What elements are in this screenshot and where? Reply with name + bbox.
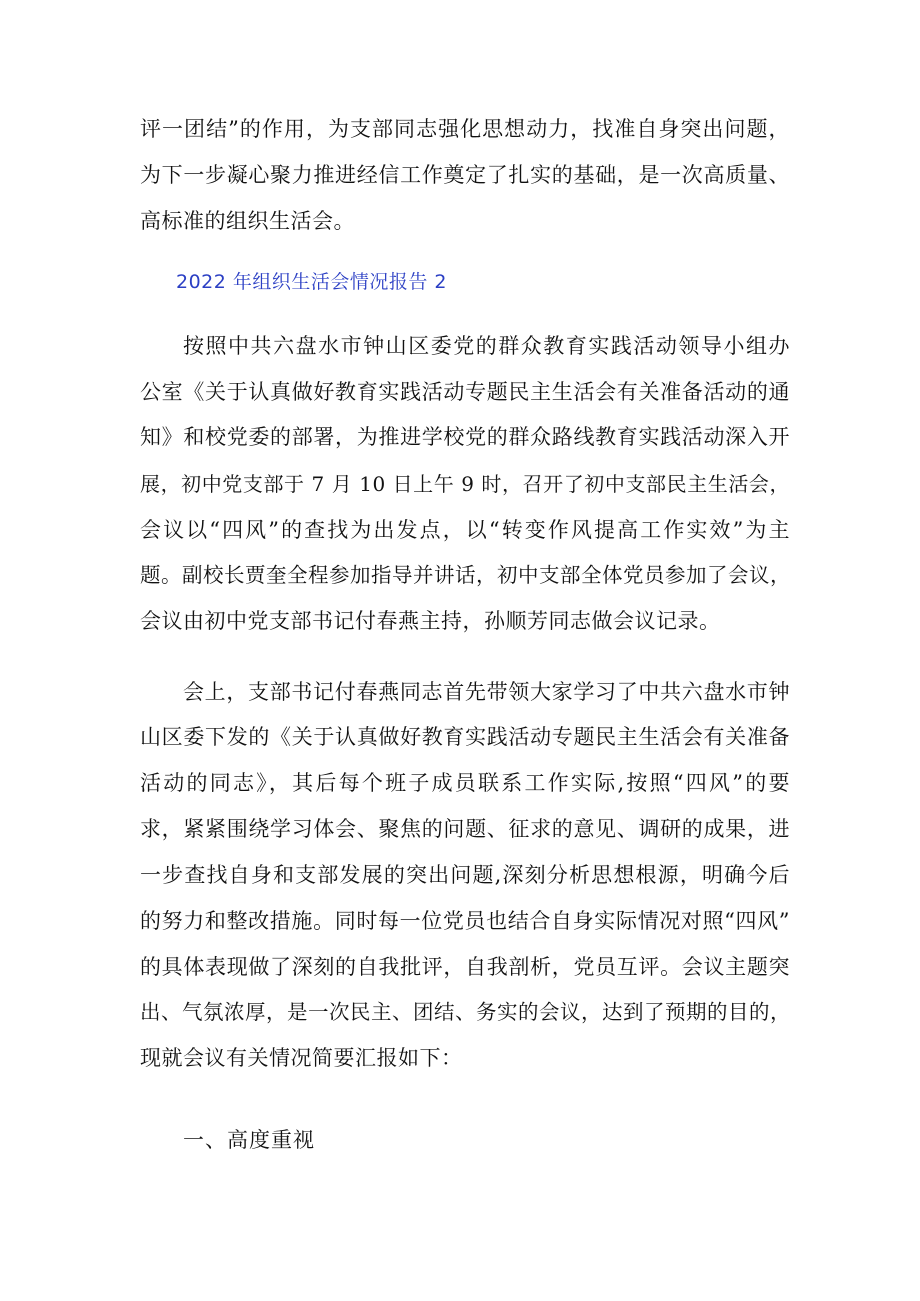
intro-line-2: 为下一步凝心聚力推进经信工作奠定了扎实的基础，是一次高质量、 [140, 163, 790, 187]
report-subtitle: 2022 年组织生活会情况报告 2 [176, 271, 448, 293]
paragraph2-line-9: 现就会议有关情况简要汇报如下： [140, 1046, 463, 1070]
paragraph2-line-5: 一步查找自身和支部发展的突出问题,深刻分析思想根源，明确今后 [140, 863, 790, 887]
intro-line-3: 高标准的组织生活会。 [140, 209, 355, 233]
paragraph2-line-8: 出、气氛浓厚，是一次民主、团结、务实的会议，达到了预期的目的， [140, 1000, 791, 1024]
intro-line-1: 评一团结”的作用，为支部同志强化思想动力，找准自身突出问题， [140, 117, 790, 141]
paragraph2-line-4: 求，紧紧围绕学习体会、聚焦的问题、征求的意见、调研的成果，进 [140, 817, 790, 841]
paragraph1-line-7: 会议由初中党支部书记付春燕主持，孙顺芳同志做会议记录。 [140, 609, 721, 633]
paragraph1-line-6: 题。副校长贾奎全程参加指导并讲话，初中支部全体党员参加了会议， [140, 563, 791, 587]
section-heading: 一、高度重视 [183, 1128, 315, 1152]
paragraph1-line-4: 展，初中党支部于 7 月 10 日上午 9 时，召开了初中支部民主生活会， [140, 472, 790, 496]
paragraph2-line-1: 会上，支部书记付春燕同志首先带领大家学习了中共六盘水市钟 [183, 680, 790, 704]
paragraph1-line-2: 公室《关于认真做好教育实践活动专题民主生活会有关准备活动的通 [140, 380, 790, 404]
paragraph1-line-1: 按照中共六盘水市钟山区委党的群众教育实践活动领导小组办 [183, 334, 790, 358]
paragraph2-line-7: 的具体表现做了深刻的自我批评，自我剖析，党员互评。会议主题突 [140, 955, 790, 979]
paragraph2-line-2: 山区委下发的《关于认真做好教育实践活动专题民主生活会有关准备 [140, 725, 790, 749]
paragraph2-line-6: 的努力和整改措施。同时每一位党员也结合自身实际情况对照“四风” [140, 909, 790, 933]
paragraph1-line-5: 会议以“四风”的查找为出发点，以“转变作风提高工作实效”为主 [140, 518, 790, 542]
paragraph1-line-3: 知》和校党委的部署，为推进学校党的群众路线教育实践活动深入开 [140, 425, 790, 449]
paragraph2-line-3: 活动的同志》，其后每个班子成员联系工作实际,按照“四风”的要 [140, 771, 790, 795]
